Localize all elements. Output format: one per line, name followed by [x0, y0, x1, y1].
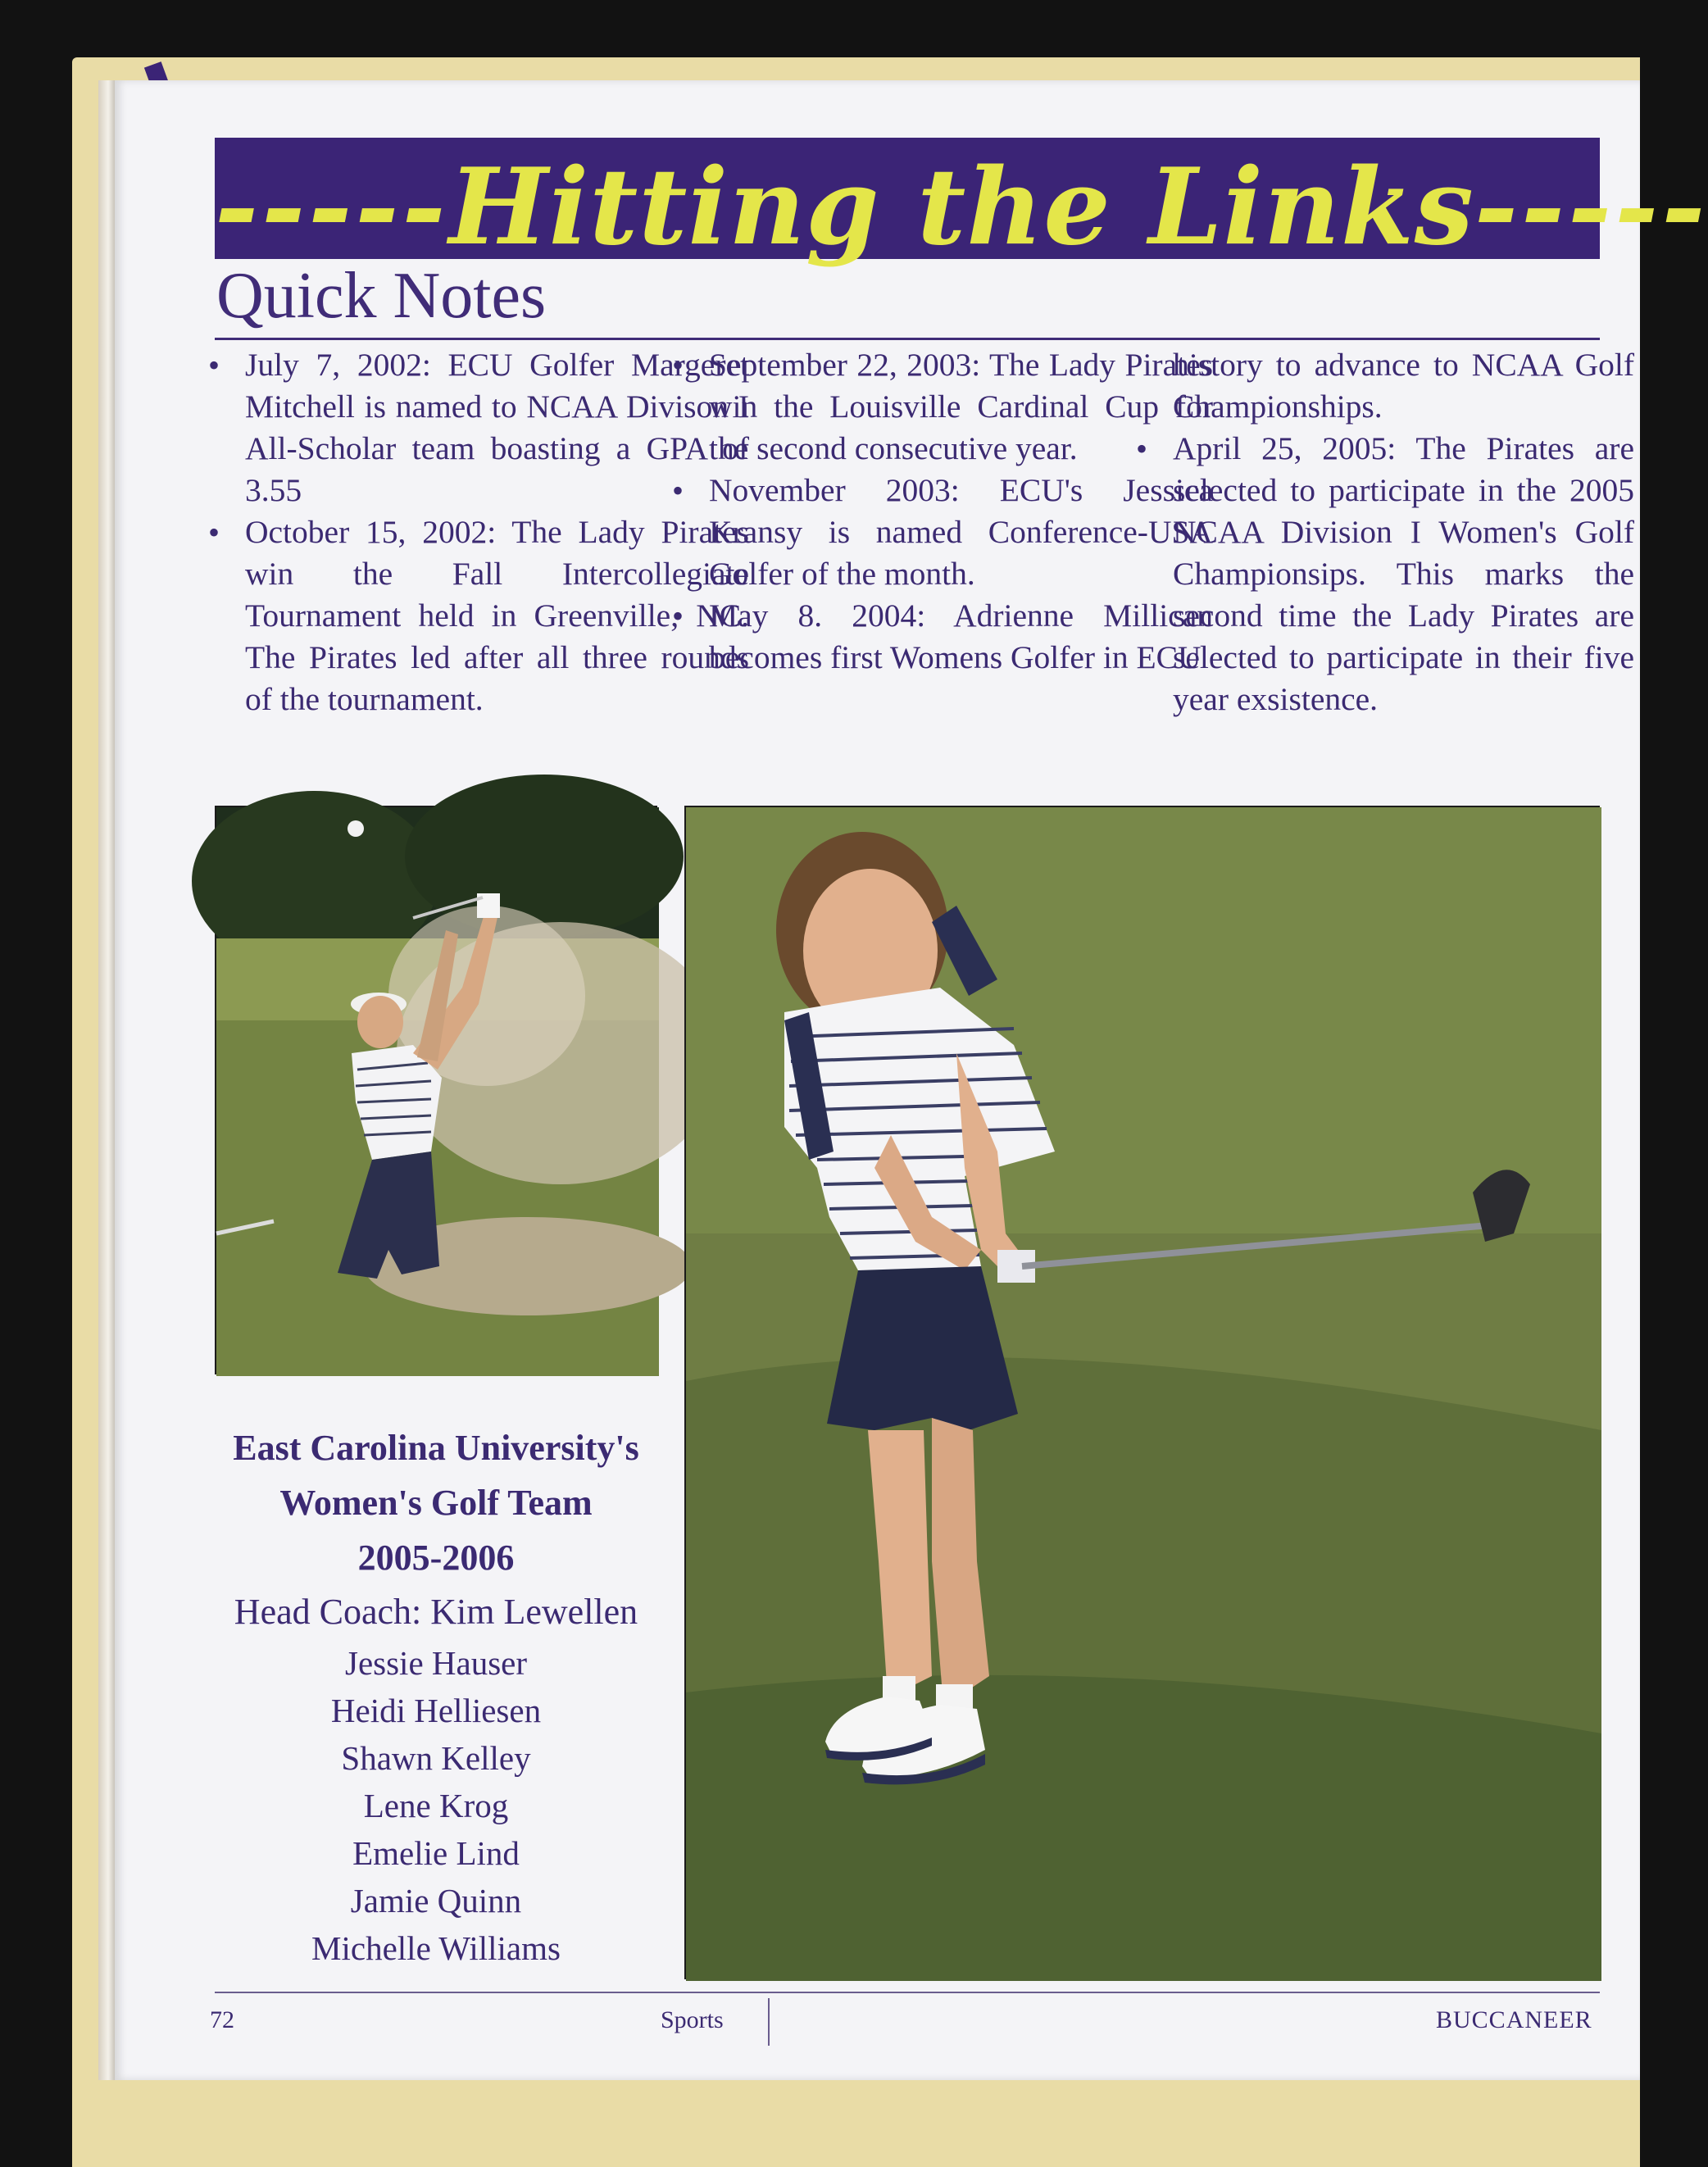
page-number: 72	[210, 2006, 234, 2033]
footer-separator	[768, 1998, 770, 2046]
note-item: • April 25, 2005: The Pirates are selected to participate in the 2005 NCAA Division I Women's Golf Championsips. This marks the second time the Lady Pirates are selected to participate in their five year exsistence.	[1136, 428, 1634, 720]
photo-bunker-shot	[215, 806, 657, 1374]
chip-shot-image	[686, 807, 1601, 1981]
team-heading-line3: 2005-2006	[357, 1538, 515, 1578]
footer-book-title: BUCCANEER	[1436, 2006, 1592, 2033]
team-member: Lene Krog	[363, 1787, 509, 1824]
footer-section: Sports	[661, 2006, 724, 2033]
team-member: Jamie Quinn	[350, 1882, 522, 1919]
note-item: • September 22, 2003: The Lady Pirates win the Louisville Cardinal Cup for the second consecutive year.	[672, 344, 1213, 470]
team-roster	[215, 1420, 657, 1972]
note-item: • November 2003: ECU's Jessica Kransy is named Conference-USA Golfer of the month.	[672, 470, 1213, 595]
note-item: • July 7, 2002: ECU Golfer Margeret Mitchell is named to NCAA Divison I All-Scholar team boasting a GPA of 3.55	[208, 344, 749, 511]
note-continuation: history to advance to NCAA Golf Championships.	[1173, 347, 1634, 425]
team-member: Jessie Hauser	[344, 1644, 528, 1682]
photo-chip-shot	[684, 806, 1600, 1979]
team-member: Heidi Helliesen	[330, 1692, 542, 1729]
section-title: Quick Notes	[216, 260, 547, 332]
footer-rule	[215, 1992, 1600, 1993]
title-text: Hitting the Links	[448, 146, 1474, 269]
team-heading-line2: Women's Golf Team	[279, 1483, 593, 1523]
note-item: • October 15, 2002: The Lady Pirates win the Fall Intercollegiate Tournament held in Greenville, NC. The Pirates led after all three rounds of the tournament.	[208, 511, 749, 720]
team-member: Emelie Lind	[352, 1834, 520, 1872]
title-dashes-right: -----	[1474, 146, 1708, 269]
page-edges	[98, 80, 115, 2080]
notes-column-1	[208, 344, 749, 720]
team-member: Shawn Kelley	[341, 1739, 531, 1777]
team-heading-line1: East Carolina University's	[233, 1428, 639, 1468]
yearbook-page	[115, 80, 1708, 2080]
section-rule	[215, 338, 1600, 340]
note-item: • May 8. 2004: Adrienne Millican becomes first Womens Golfer in ECU	[672, 595, 1213, 679]
team-members	[215, 1639, 657, 1972]
bunker-shot-image	[216, 807, 659, 1376]
team-member: Michelle Williams	[311, 1929, 561, 1967]
title-dashes-left: -----	[215, 146, 449, 269]
head-coach: Head Coach: Kim Lewellen	[234, 1592, 638, 1632]
header-band	[215, 138, 1708, 269]
page-title	[215, 146, 1708, 269]
notes-column-2	[672, 344, 1213, 679]
notes-column-3	[1136, 344, 1634, 720]
